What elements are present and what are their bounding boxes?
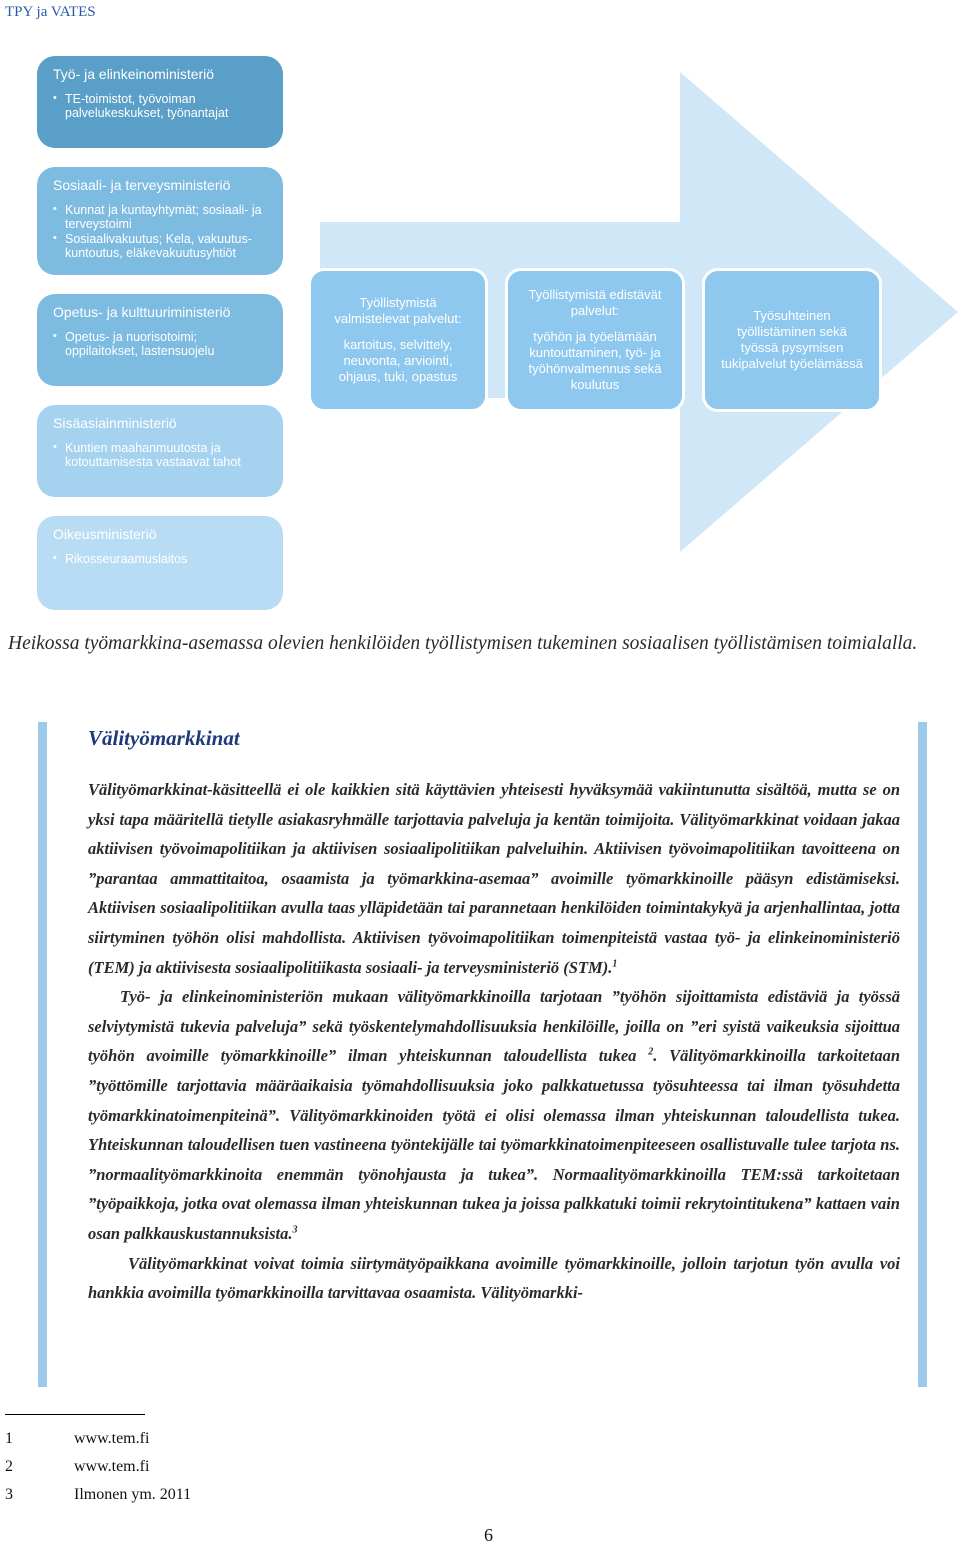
article-body: [88, 726, 900, 1308]
service-title: Työllistymistä edistävät palvelut:: [528, 287, 662, 318]
service-box-employment: [702, 268, 882, 412]
footnote-ref[interactable]: 1: [612, 958, 618, 970]
ministry-title: Oikeusministeriö: [53, 526, 157, 542]
left-accent-bar: [38, 722, 47, 1387]
ministry-title: Sosiaali- ja terveysministeriö: [53, 177, 231, 193]
right-accent-bar: [918, 722, 927, 1387]
paragraph-3: Välityömarkkinat voivat toimia siirtymätyöpaikkana avoimille työmarkkinoille, jolloin tarjotun työn avulla voi hankkia avoimilla työmarkkinoilla tarvittavaa osaamista. Välityömarkki-: [88, 1253, 900, 1303]
ministry-box-tem: [37, 56, 283, 148]
running-header: TPY ja VATES: [5, 4, 96, 20]
ministry-title: Opetus- ja kulttuuriministeriö: [53, 304, 231, 320]
figure-caption: Heikossa työmarkkina-asemassa olevien henkilöiden työllistymisen tukeminen sosiaalisen työllistämisen toimialalla.: [8, 633, 918, 654]
paragraph-1: Välityömarkkinat-käsitteellä ei ole kaikkien sitä käyttävien yhteisesti hyväksymää vakiintunutta sisältöä, mutta se on yksi tapa määritellä tietylle asiakasryhmälle tarjottavia palveluja ja kentän toimijoita. Välityömarkkinat voidaan jakaa aktiivisen työvoimapolitiikan ja aktiivisen sosiaalipolitiikan palveluihin. Aktiivisen työvoimapolitiikan tavoitteena on ”parantaa ammattitaitoa, osaamista ja työmarkkina-asemaa” avoimille työmarkkinoille pääsyn edistämiseksi. Aktiivisen sosiaalipolitiikan avulla taas ylläpidetään tai parannetaan henkilöiden toimintakykyä ja arjenhallintaa, jotta siirtyminen työhön olisi mahdollista. Aktiivisen työvoimapolitiikan toimenpiteistä vastaa työ- ja elinkeinoministeriö (TEM) ja aktiivisesta sosiaalipolitiikasta sosiaali- ja terveysministeriö (STM).$^1$: [88, 780, 900, 977]
footnote-ref[interactable]: 2: [648, 1046, 654, 1058]
service-body: työhön ja työelämään kuntouttaminen, työ- ja työhönvalmennus sekä koulutus: [528, 329, 662, 392]
ministry-item: • Rikosseuraamuslaitos: [53, 552, 269, 566]
page-number: 6: [484, 1525, 493, 1545]
service-title: Työllistymistä valmistelevat palvelut:: [334, 295, 462, 326]
service-box-preparing: [308, 268, 488, 412]
ministry-services-diagram: [0, 0, 960, 620]
footnote-item: 2 www.tem.fi: [5, 1458, 150, 1475]
ministry-box-om: [37, 516, 283, 610]
ministry-item: • TE-toimistot, työvoiman palvelukeskukset, työnantajat: [53, 92, 269, 120]
footnote-item: 3 Ilmonen ym. 2011: [5, 1486, 192, 1503]
footnote-ref[interactable]: 3: [292, 1224, 298, 1236]
ministry-title: Työ- ja elinkeinoministeriö: [53, 66, 215, 82]
article-heading: Välityömarkkinat: [88, 726, 240, 750]
ministry-box-sm: [37, 405, 283, 497]
ministry-box-okm: [37, 294, 283, 386]
service-body: kartoitus, selvittely, neuvonta, arviointi, ohjaus, tuki, opastus: [338, 337, 458, 384]
ministry-item: • Opetus- ja nuorisotoimi; oppilaitokset, lastensuojelu: [53, 330, 269, 358]
footnote-item: 1 www.tem.fi: [5, 1430, 150, 1447]
ministry-title: Sisäasiainministeriö: [53, 415, 177, 431]
ministry-item: • Sosiaalivakuutus; Kela, vakuutus-kuntoutus, eläkevakuutusyhtiöt: [53, 232, 269, 260]
service-title: Työsuhteinen työllistäminen sekä työssä pysymisen tukipalvelut työelämässä: [721, 308, 863, 371]
paragraph-2: Työ- ja elinkeinoministeriön mukaan välityömarkkinoilla tarjotaan ”työhön sijoittamista edistäviä ja työssä selviytymistä tukevia palveluja” sekä työskentelymahdollisuuksia henkilöille, joilla on ”eri syistä vaikeuksia sijoittua työhön avoimille työmarkkinoille” ilman yhteiskunnan taloudellista tukea $^2$. Välityömarkkinoilla tarkoitetaan ”työttömille tarjottavia määräaikaisia työmahdollisuuksia joko palkkatuetussa työsuhteessa tai ilman työsuhdetta työmarkkinatoimenpiteinä”. Välityömarkkinoiden työtä ei olisi olemassa ilman yhteiskunnan taloudellista tukea. Yhteiskunnan taloudellisen tuen vastineena työntekijälle tai työmarkkinatoimenpiteeseen osallistuvalle tulee tarjota ns. ”normaalityömarkkinoita enemmän työnohjausta ja tukea”. Normaalityömarkkinoilla TEM:ssä tarkoitetaan ”työpaikkoja, jotka ovat olemassa ilman yhteiskunnan tukea ja joissa palkkatuki toimii rekrytointitukena” kattaen vain osan palkkauskustannuksista.$^3$: [88, 987, 901, 1243]
ministry-box-stm: [37, 167, 283, 275]
footnote-divider: [5, 1414, 145, 1415]
service-box-promoting: [505, 268, 685, 412]
ministry-item: • Kunnat ja kuntayhtymät; sosiaali- ja terveystoimi: [53, 203, 269, 231]
ministry-item: • Kuntien maahanmuutosta ja kotouttamisesta vastaavat tahot: [53, 441, 269, 469]
